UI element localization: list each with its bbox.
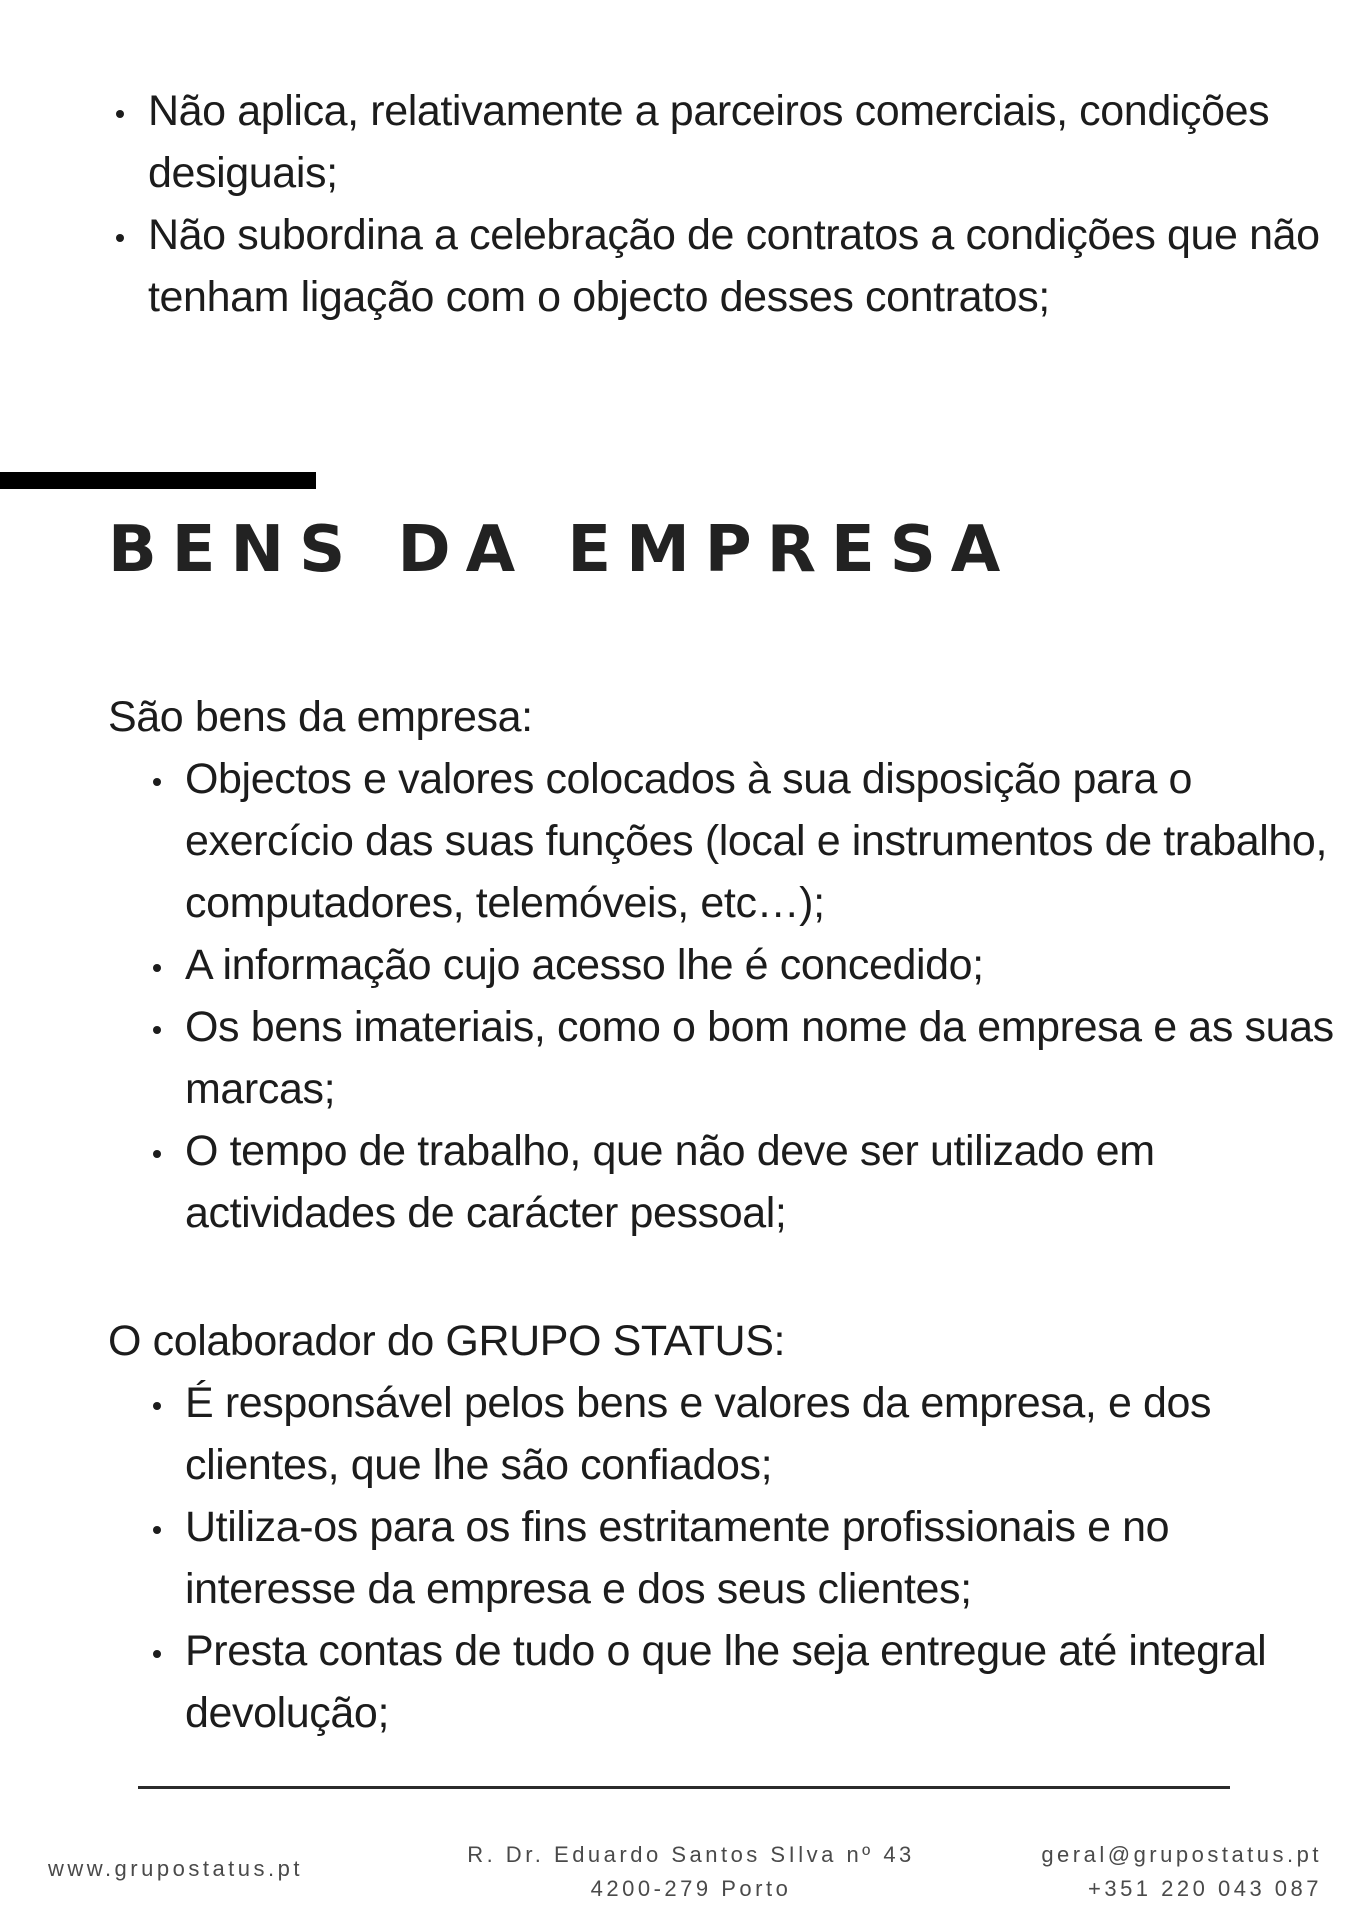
block-intro: São bens da empresa: — [108, 693, 533, 741]
section-title: BENS DA EMPRESA — [108, 513, 1016, 587]
list-item: Utiliza-os para os fins estritamente profissionais e no interesse da empresa e dos seus clientes; — [185, 1496, 1338, 1620]
footer-address-line2: 4200-279 Porto — [590, 1876, 792, 1901]
footer-email-link[interactable]: geral@grupostatus.pt — [1041, 1842, 1322, 1867]
footer-website-link[interactable]: www.grupostatus.pt — [48, 1856, 303, 1881]
list-item: É responsável pelos bens e valores da empresa, e dos clientes, que lhe são confiados; — [185, 1372, 1338, 1496]
footer-address — [466, 1838, 916, 1906]
section-accent-bar — [0, 472, 316, 489]
footer-address-line1: R. Dr. Eduardo Santos SIlva nº 43 — [467, 1842, 915, 1867]
top-bullet-list — [108, 80, 1348, 328]
list-item: Presta contas de tudo o que lhe seja entregue até integral devolução; — [185, 1620, 1338, 1744]
company-assets-list — [108, 748, 1338, 1244]
list-item: Não aplica, relativamente a parceiros comerciais, condições desiguais; — [148, 80, 1348, 204]
employee-duties-list — [108, 1372, 1338, 1744]
list-item: A informação cujo acesso lhe é concedido; — [185, 934, 1338, 996]
footer-contact — [1041, 1838, 1322, 1906]
footer-phone: +351 220 043 087 — [1087, 1876, 1322, 1901]
list-item: Objectos e valores colocados à sua disposição para o exercício das suas funções (local e instrumentos de trabalho, computadores, telemóveis, etc…); — [185, 748, 1338, 934]
company-assets-block — [108, 686, 1338, 1244]
list-item: Não subordina a celebração de contratos a condições que não tenham ligação com o objecto desses contratos; — [148, 204, 1348, 328]
employee-duties-block — [108, 1310, 1338, 1744]
footer-divider — [138, 1786, 1230, 1789]
block-intro: O colaborador do GRUPO STATUS: — [108, 1317, 786, 1365]
list-item: O tempo de trabalho, que não deve ser utilizado em actividades de carácter pessoal; — [185, 1120, 1338, 1244]
list-item: Os bens imateriais, como o bom nome da empresa e as suas marcas; — [185, 996, 1338, 1120]
